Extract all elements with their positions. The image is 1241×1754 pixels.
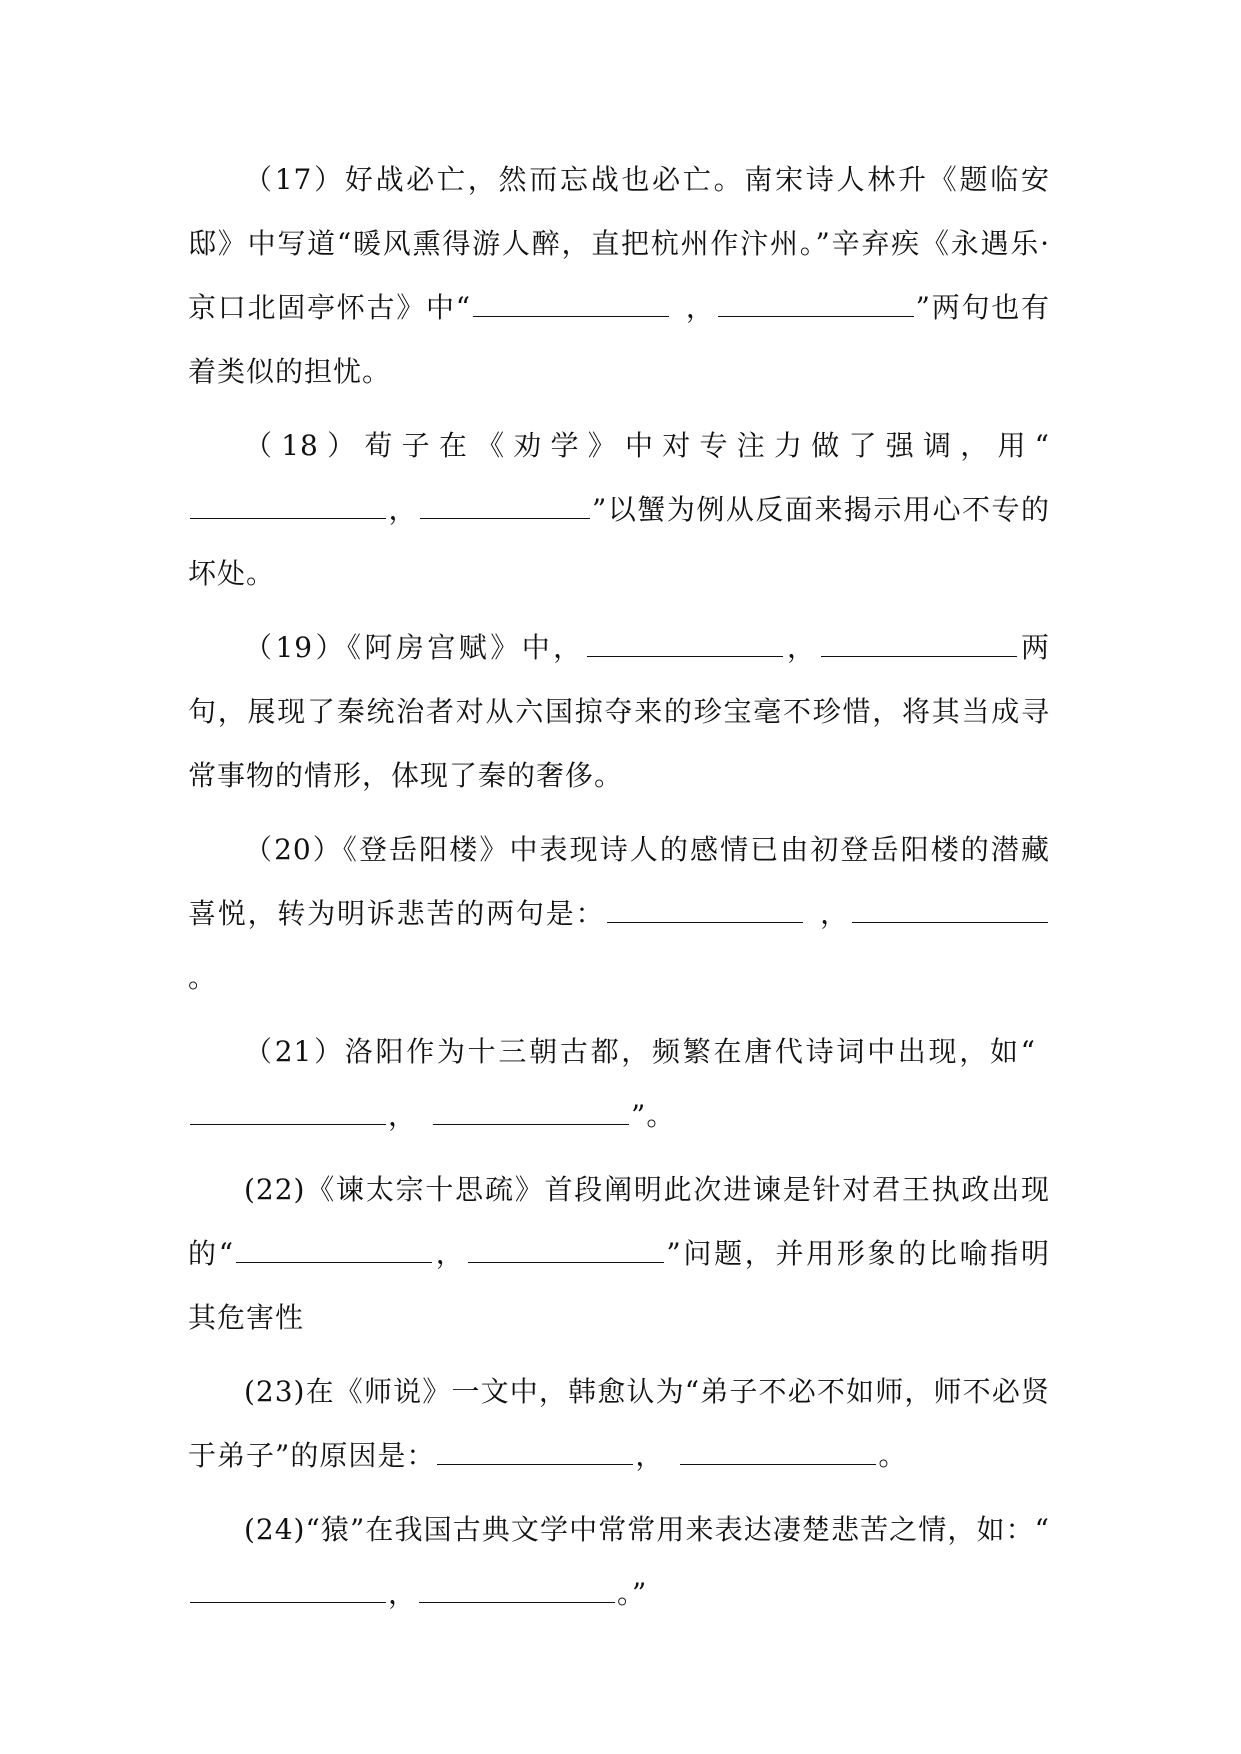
question-17-text-c: ”两句也有着类似的担忧。 bbox=[188, 291, 1050, 388]
answer-blank-21-1[interactable] bbox=[190, 1104, 386, 1125]
question-21-text-a: （21）洛阳作为十三朝古都，频繁在唐代诗词中出现，如“ bbox=[244, 1035, 1036, 1068]
question-20-text-a: （20）《登岳阳楼》中表现诗人的感情已由初登岳阳楼的潜藏喜悦，转为明诉悲苦的两句是： bbox=[188, 833, 1050, 930]
answer-blank-22-1[interactable] bbox=[236, 1242, 432, 1263]
question-21-text-b: ， bbox=[388, 1099, 418, 1132]
question-24-text-c: 。” bbox=[617, 1577, 648, 1610]
question-24 bbox=[188, 1498, 1050, 1626]
answer-blank-17-1[interactable] bbox=[473, 296, 669, 317]
answer-blank-24-1[interactable] bbox=[190, 1582, 386, 1603]
answer-blank-19-1[interactable] bbox=[587, 636, 783, 657]
answer-blank-23-2[interactable] bbox=[680, 1444, 876, 1465]
answer-blank-18-2[interactable] bbox=[420, 498, 590, 519]
answer-blank-17-2[interactable] bbox=[718, 296, 914, 317]
question-19-text-b: ， bbox=[784, 631, 819, 664]
question-18-text-c: ”以蟹为例从反面来揭示用心不专的坏处。 bbox=[188, 493, 1050, 590]
answer-blank-19-2[interactable] bbox=[821, 636, 1017, 657]
question-22-text-b: ， bbox=[434, 1237, 467, 1270]
question-24-text-b: ， bbox=[388, 1577, 418, 1610]
question-23-text-b: ， bbox=[635, 1439, 665, 1472]
question-17-text-a: （17）好战必亡，然而忘战也必亡。南宋诗人林升《题临安邸》中写道“暖风熏得游人醉，直把杭州作汴州。”辛弃疾《永遇乐·京口北固亭怀古》中“ bbox=[188, 163, 1050, 324]
question-19 bbox=[188, 616, 1050, 808]
question-23-text-a: (23)在《师说》一文中，韩愈认为“弟子不必不如师，师不必贤于弟子”的原因是： bbox=[188, 1375, 1050, 1472]
question-22-text-a: (22)《谏太宗十思疏》首段阐明此次进谏是针对君王执政出现的“ bbox=[188, 1173, 1050, 1270]
question-23-text-c: 。 bbox=[878, 1439, 908, 1472]
answer-blank-20-1[interactable] bbox=[607, 902, 803, 923]
answer-blank-21-2[interactable] bbox=[433, 1104, 629, 1125]
question-20-text-c: 。 bbox=[188, 961, 218, 994]
question-17-text-b: ， bbox=[685, 291, 716, 324]
document-page bbox=[188, 148, 1050, 1636]
question-20 bbox=[188, 818, 1050, 1010]
question-20-text-b: ， bbox=[819, 897, 850, 930]
question-17 bbox=[188, 148, 1050, 404]
question-21-text-c: ”。 bbox=[631, 1099, 676, 1132]
question-18-text-b: ， bbox=[388, 493, 419, 526]
answer-blank-22-2[interactable] bbox=[468, 1242, 664, 1263]
question-22 bbox=[188, 1158, 1050, 1350]
answer-blank-20-2[interactable] bbox=[852, 902, 1048, 923]
question-22-text-c: ”问题，并用形象的比喻指明其危害性 bbox=[188, 1237, 1050, 1334]
question-23 bbox=[188, 1360, 1050, 1488]
question-21 bbox=[188, 1020, 1050, 1148]
answer-blank-23-1[interactable] bbox=[437, 1444, 633, 1465]
question-18 bbox=[188, 414, 1050, 606]
answer-blank-24-2[interactable] bbox=[419, 1582, 615, 1603]
question-24-text-a: (24)“猿”在我国古典文学中常常用来表达凄楚悲苦之情，如：“ bbox=[244, 1513, 1050, 1546]
question-19-text-a: （19）《阿房宫赋》中， bbox=[244, 631, 585, 664]
question-19-text-c: 两句，展现了秦统治者对从六国掠夺来的珍宝毫不珍惜，将其当成寻常事物的情形，体现了秦的奢侈。 bbox=[188, 631, 1050, 792]
question-18-text-a: （18）荀子在《劝学》中对专注力做了强调，用“ bbox=[244, 429, 1050, 462]
answer-blank-18-1[interactable] bbox=[190, 498, 386, 519]
